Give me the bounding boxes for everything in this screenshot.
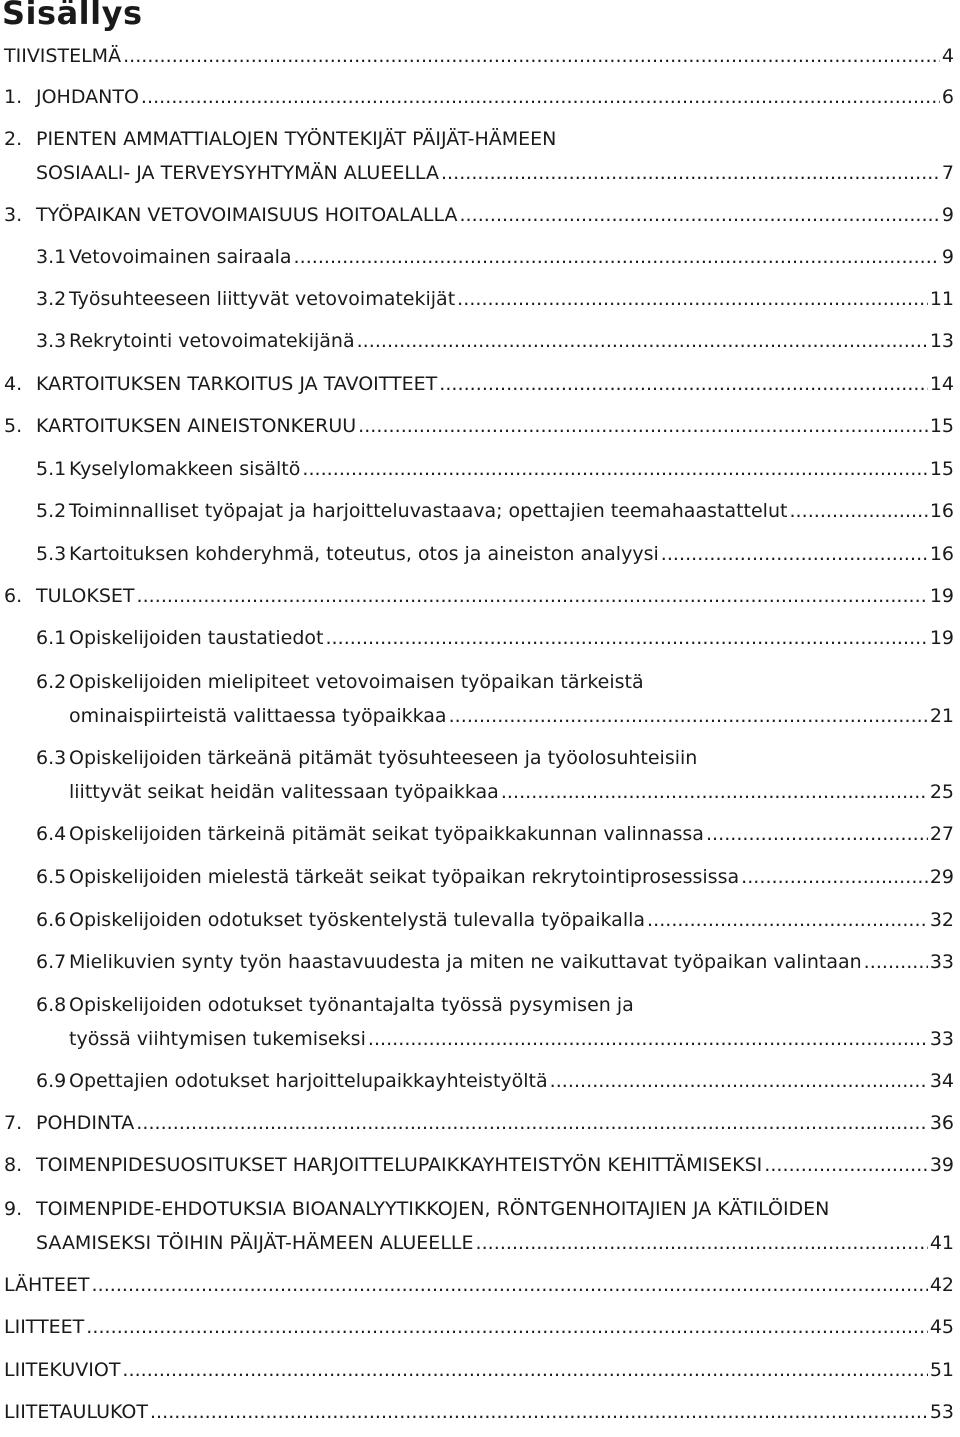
toc-entry-number: 5.2 bbox=[36, 500, 67, 522]
toc-leader-dots bbox=[864, 949, 928, 975]
toc-leader-dots bbox=[439, 371, 928, 397]
toc-entry[interactable] bbox=[4, 583, 954, 609]
toc-entry-number: 5.1 bbox=[36, 458, 67, 480]
toc-entry[interactable] bbox=[4, 202, 954, 228]
toc-leader-dots bbox=[357, 328, 928, 354]
toc-entry-number: 5.3 bbox=[36, 543, 67, 565]
toc-entry[interactable] bbox=[36, 328, 954, 354]
toc-leader-dots bbox=[137, 583, 928, 609]
toc-page-number: 51 bbox=[929, 1359, 954, 1381]
toc-entry-title-line1: Opiskelijoiden tärkeänä pitämät työsuhteeseen ja työolosuhteisiin bbox=[69, 747, 698, 769]
toc-entry[interactable] bbox=[4, 413, 954, 439]
toc-page-number: 9 bbox=[941, 246, 954, 268]
toc-entry-title-line1: Opiskelijoiden mielipiteet vetovoimaisen työpaikan tärkeistä bbox=[69, 671, 644, 693]
toc-entry-number: 3.2 bbox=[36, 288, 67, 310]
toc-entry-number: 4. bbox=[4, 373, 23, 395]
toc-entry[interactable] bbox=[36, 456, 954, 482]
toc-entry-title: Opettajien odotukset harjoittelupaikkayhteistyöltä bbox=[69, 1070, 548, 1092]
toc-leader-dots bbox=[136, 1110, 928, 1136]
toc-entry-title-line1: Opiskelijoiden odotukset työnantajalta työssä pysymisen ja bbox=[69, 994, 634, 1016]
toc-page-number: 33 bbox=[929, 951, 954, 973]
toc-leader-dots bbox=[459, 202, 939, 228]
toc-entry-title: JOHDANTO bbox=[36, 86, 139, 108]
toc-leader-dots bbox=[550, 1068, 928, 1094]
toc-page-number: 34 bbox=[929, 1070, 954, 1092]
toc-entry[interactable] bbox=[4, 371, 954, 397]
toc-leader-dots bbox=[476, 1230, 928, 1256]
toc-entry-number: 3.3 bbox=[36, 330, 67, 352]
toc-leader-dots bbox=[302, 456, 927, 482]
toc-leader-dots bbox=[501, 779, 928, 805]
toc-entry-title: LIITEKUVIOT bbox=[4, 1359, 121, 1381]
toc-entry-title: ominaispiirteistä valittaessa työpaikkaa bbox=[69, 705, 447, 727]
toc-entry-first-line bbox=[4, 126, 556, 152]
toc-entry-title: TULOKSET bbox=[36, 585, 135, 607]
toc-entry-first-line bbox=[4, 1196, 829, 1222]
toc-entry-title: POHDINTA bbox=[36, 1112, 135, 1134]
toc-leader-dots bbox=[706, 821, 928, 847]
toc-leader-dots bbox=[764, 1152, 928, 1178]
toc-entry-title: Opiskelijoiden tärkeinä pitämät seikat työpaikkakunnan valinnassa bbox=[69, 823, 704, 845]
toc-entry-title: Vetovoimainen sairaala bbox=[69, 246, 292, 268]
toc-entry-number: 6.9 bbox=[36, 1070, 67, 1092]
toc-entry-number: 3. bbox=[4, 204, 23, 226]
toc-page-number: 42 bbox=[929, 1274, 954, 1296]
toc-leader-dots bbox=[123, 43, 940, 69]
toc-entry-number: 3.1 bbox=[36, 246, 67, 268]
toc-page-number: 9 bbox=[941, 204, 954, 226]
toc-entry-title: LIITTEET bbox=[4, 1316, 85, 1338]
toc-page-number: 53 bbox=[929, 1401, 954, 1423]
toc-leader-dots bbox=[122, 1357, 927, 1383]
toc-page-number: 45 bbox=[929, 1316, 954, 1338]
toc-entry-title: Toiminnalliset työpajat ja harjoitteluvastaava; opettajien teemahaastattelut bbox=[69, 500, 788, 522]
toc-entry-number: 7. bbox=[4, 1112, 23, 1134]
toc-entry-title: TOIMENPIDESUOSITUKSET HARJOITTELUPAIKKAYHTEISTYÖN KEHITTÄMISEKSI bbox=[36, 1154, 763, 1176]
toc-entry-title: Työsuhteeseen liittyvät vetovoimatekijät bbox=[69, 288, 456, 310]
toc-entry-title: LIITETAULUKOT bbox=[4, 1401, 148, 1423]
toc-entry-title: Kartoituksen kohderyhmä, toteutus, otos ja aineiston analyysi bbox=[69, 543, 659, 565]
toc-entry[interactable] bbox=[4, 1357, 954, 1383]
toc-entry-title-line1: TOIMENPIDE-EHDOTUKSIA BIOANALYYTIKKOJEN, RÖNTGENHOITAJIEN JA KÄTILÖIDEN bbox=[36, 1198, 830, 1220]
toc-entry[interactable] bbox=[4, 1399, 954, 1425]
toc-entry[interactable] bbox=[36, 541, 954, 567]
toc-entry[interactable] bbox=[69, 703, 954, 729]
toc-page-number: 16 bbox=[929, 543, 954, 565]
toc-page-number: 19 bbox=[929, 585, 954, 607]
toc-entry[interactable] bbox=[36, 498, 954, 524]
toc-page-number: 41 bbox=[929, 1232, 954, 1254]
toc-entry[interactable] bbox=[36, 160, 954, 186]
toc-entry[interactable] bbox=[36, 244, 954, 270]
toc-entry[interactable] bbox=[36, 821, 954, 847]
toc-entry[interactable] bbox=[69, 779, 954, 805]
toc-leader-dots bbox=[457, 286, 928, 312]
toc-entry-title: TIIVISTELMÄ bbox=[4, 45, 122, 67]
toc-page-number: 36 bbox=[929, 1112, 954, 1134]
toc-entry[interactable] bbox=[36, 1230, 954, 1256]
toc-entry-title: Opiskelijoiden taustatiedot bbox=[69, 627, 324, 649]
toc-entry[interactable] bbox=[4, 84, 954, 110]
toc-entry-first-line bbox=[36, 669, 644, 695]
toc-page-number: 15 bbox=[929, 415, 954, 437]
toc-entry-title: liittyvät seikat heidän valitessaan työpaikkaa bbox=[69, 781, 499, 803]
toc-leader-dots bbox=[368, 1026, 928, 1052]
toc-page-number: 16 bbox=[929, 500, 954, 522]
toc-entry-number: 6.3 bbox=[36, 747, 67, 769]
toc-entry-first-line bbox=[36, 745, 697, 771]
toc-entry-number: 6.5 bbox=[36, 866, 67, 888]
toc-page-number: 19 bbox=[929, 627, 954, 649]
toc-leader-dots bbox=[358, 413, 928, 439]
toc-page-number: 39 bbox=[929, 1154, 954, 1176]
toc-page-number: 32 bbox=[929, 909, 954, 931]
toc-page-number: 13 bbox=[929, 330, 954, 352]
toc-leader-dots bbox=[741, 864, 928, 890]
toc-entry[interactable] bbox=[36, 625, 954, 651]
toc-entry[interactable] bbox=[36, 1068, 954, 1094]
toc-entry-number: 2. bbox=[4, 128, 23, 150]
toc-leader-dots bbox=[294, 244, 940, 270]
toc-page-number: 11 bbox=[929, 288, 954, 310]
toc-page-number: 25 bbox=[929, 781, 954, 803]
toc-entry-number: 6.7 bbox=[36, 951, 67, 973]
toc-entry-title: Opiskelijoiden odotukset työskentelystä tulevalla työpaikalla bbox=[69, 909, 646, 931]
toc-entry-number: 6. bbox=[4, 585, 23, 607]
toc-entry-title: Rekrytointi vetovoimatekijänä bbox=[69, 330, 355, 352]
toc-entry[interactable] bbox=[36, 949, 954, 975]
toc-entry-number: 6.4 bbox=[36, 823, 67, 845]
toc-leader-dots bbox=[92, 1272, 928, 1298]
toc-entry-number: 9. bbox=[4, 1198, 23, 1220]
toc-entry-title-line1: PIENTEN AMMATTIALOJEN TYÖNTEKIJÄT PÄIJÄT-HÄMEEN bbox=[36, 128, 557, 150]
toc-page-number: 21 bbox=[929, 705, 954, 727]
toc-entry-title: SOSIAALI- JA TERVEYSYHTYMÄN ALUEELLA bbox=[36, 162, 439, 184]
toc-entry[interactable] bbox=[36, 286, 954, 312]
toc-entry-number: 1. bbox=[4, 86, 23, 108]
toc-page-number: 14 bbox=[929, 373, 954, 395]
toc-entry-number: 6.1 bbox=[36, 627, 67, 649]
toc-entry-title: Mielikuvien synty työn haastavuudesta ja miten ne vaikuttavat työpaikan valintaan bbox=[69, 951, 862, 973]
toc-entry[interactable] bbox=[4, 43, 954, 69]
toc-entry-title: Opiskelijoiden mielestä tärkeät seikat työpaikan rekrytointiprosessissa bbox=[69, 866, 740, 888]
toc-leader-dots bbox=[141, 84, 940, 110]
toc-page-number: 29 bbox=[929, 866, 954, 888]
toc-leader-dots bbox=[86, 1314, 928, 1340]
toc-entry[interactable] bbox=[4, 1314, 954, 1340]
toc-entry-title: LÄHTEET bbox=[4, 1274, 90, 1296]
page-title: Sisällys bbox=[2, 0, 143, 32]
toc-leader-dots bbox=[661, 541, 928, 567]
toc-entry-number: 6.2 bbox=[36, 671, 67, 693]
toc-entry-number: 6.8 bbox=[36, 994, 67, 1016]
toc-entry[interactable] bbox=[4, 1110, 954, 1136]
toc-page-number: 4 bbox=[941, 45, 954, 67]
toc-page-number: 7 bbox=[941, 162, 954, 184]
toc-entry[interactable] bbox=[4, 1272, 954, 1298]
toc-entry-number: 8. bbox=[4, 1154, 23, 1176]
toc-page-number: 27 bbox=[929, 823, 954, 845]
toc-entry[interactable] bbox=[36, 864, 954, 890]
toc-entry-title: Kyselylomakkeen sisältö bbox=[69, 458, 301, 480]
toc-page-number: 33 bbox=[929, 1028, 954, 1050]
toc-entry-title: TYÖPAIKAN VETOVOIMAISUUS HOITOALALLA bbox=[36, 204, 458, 226]
toc-entry-number: 5. bbox=[4, 415, 23, 437]
toc-entry-title: KARTOITUKSEN AINEISTONKERUU bbox=[36, 415, 357, 437]
toc-entry[interactable] bbox=[69, 1026, 954, 1052]
toc-entry[interactable] bbox=[4, 1152, 954, 1178]
toc-page-number: 15 bbox=[929, 458, 954, 480]
toc-entry-first-line bbox=[36, 992, 634, 1018]
toc-leader-dots bbox=[325, 625, 927, 651]
toc-leader-dots bbox=[789, 498, 927, 524]
toc-entry-title: työssä viihtymisen tukemiseksi bbox=[69, 1028, 366, 1050]
toc-leader-dots bbox=[449, 703, 928, 729]
toc-leader-dots bbox=[647, 907, 928, 933]
toc-entry[interactable] bbox=[36, 907, 954, 933]
toc-leader-dots bbox=[441, 160, 940, 186]
toc-entry-title: SAAMISEKSI TÖIHIN PÄIJÄT-HÄMEEN ALUEELLE bbox=[36, 1232, 474, 1254]
toc-leader-dots bbox=[150, 1399, 928, 1425]
toc-entry-title: KARTOITUKSEN TARKOITUS JA TAVOITTEET bbox=[36, 373, 438, 395]
toc-page-number: 6 bbox=[941, 86, 954, 108]
toc-entry-number: 6.6 bbox=[36, 909, 67, 931]
